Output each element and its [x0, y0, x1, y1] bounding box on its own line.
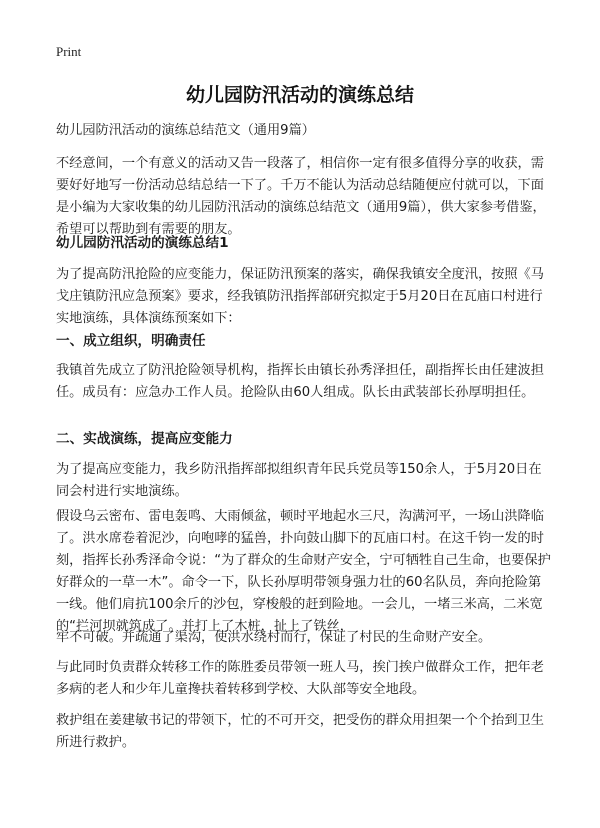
document-subtitle: 幼儿园防汛活动的演练总结范文（通用9篇）	[56, 123, 315, 138]
print-link[interactable]: Print	[56, 44, 82, 59]
intro-paragraph: 不经意间，一个有意义的活动又告一段落了，相信你一定有很多值得分享的收获，需要好好地写一份活动总结总结一下了。千万不能认为活动总结随便应付就可以，下面是小编为大家收集的幼儿园防汛活动的演练总结范文（通用9篇），供大家参考借鉴，希望可以帮助到有需要的朋友。	[56, 156, 546, 237]
plan-paragraph: 为了提高防汛抢险的应变能力，保证防汛预案的落实，确保我镇安全度汛，按照《马戈庄镇防汛应急预案》要求，经我镇防汛指挥部研究拟定于5月20日在瓦庙口村进行实地演练，具体演练预案如下：	[56, 267, 544, 326]
transfer-paragraph: 与此同时负责群众转移工作的陈胜委员带领一班人马，挨门挨户做群众工作，把年老多病的老人和少年儿童搀扶着转移到学校、大队部等安全地段。	[56, 660, 544, 697]
rescue-paragraph: 救护组在姜建敏书记的带领下，忙的不可开交，把受伤的群众用担架一个个抬到卫生所进行救护。	[56, 713, 544, 750]
heading-organize: 一、成立组织，明确责任	[56, 333, 206, 349]
heading-drill: 二、实战演练，提高应变能力	[56, 431, 233, 447]
organization-paragraph: 我镇首先成立了防汛抢险领导机构，指挥长由镇长孙秀泽担任，副指挥长由任建波担任。成员有：应急办工作人员。抢险队由60人组成。队长由武装部长孙厚明担任。	[56, 363, 544, 400]
drill-paragraph: 为了提高应变能力，我乡防汛指挥部拟组织青年民兵党员等150余人，于5月20日在同会村进行实地演练。	[56, 462, 542, 499]
secure-paragraph: 牢不可破。并疏通了渠沟，使洪水绕村而行，保证了村民的生命财产安全。	[56, 630, 492, 645]
page-title: 幼儿园防汛活动的演练总结	[185, 84, 414, 106]
scenario-paragraph: 假设乌云密布、雷电轰鸣、大雨倾盆，顿时平地起水三尺，沟满河平，一场山洪降临了。洪水席卷着泥沙，向咆哮的猛兽，扑向鼓山脚下的瓦庙口村。在这千钧一发的时刻，指挥长孙秀泽命令说：“为了群众的生命财产安全，宁可牺牲自己生命，也要保护好群众的一草一木”。命令一下，队长孙厚明带领身强力壮的60名队员，奔向抢险第一线。他们肩抗100余斤的沙包，穿梭般的赶到险地。一会儿，一堵三米高，二米宽的“拦河坝就筑成了。并打上了木桩，扯上了铁丝，	[56, 509, 551, 634]
section-heading: 幼儿园防汛活动的演练总结1	[56, 235, 229, 251]
